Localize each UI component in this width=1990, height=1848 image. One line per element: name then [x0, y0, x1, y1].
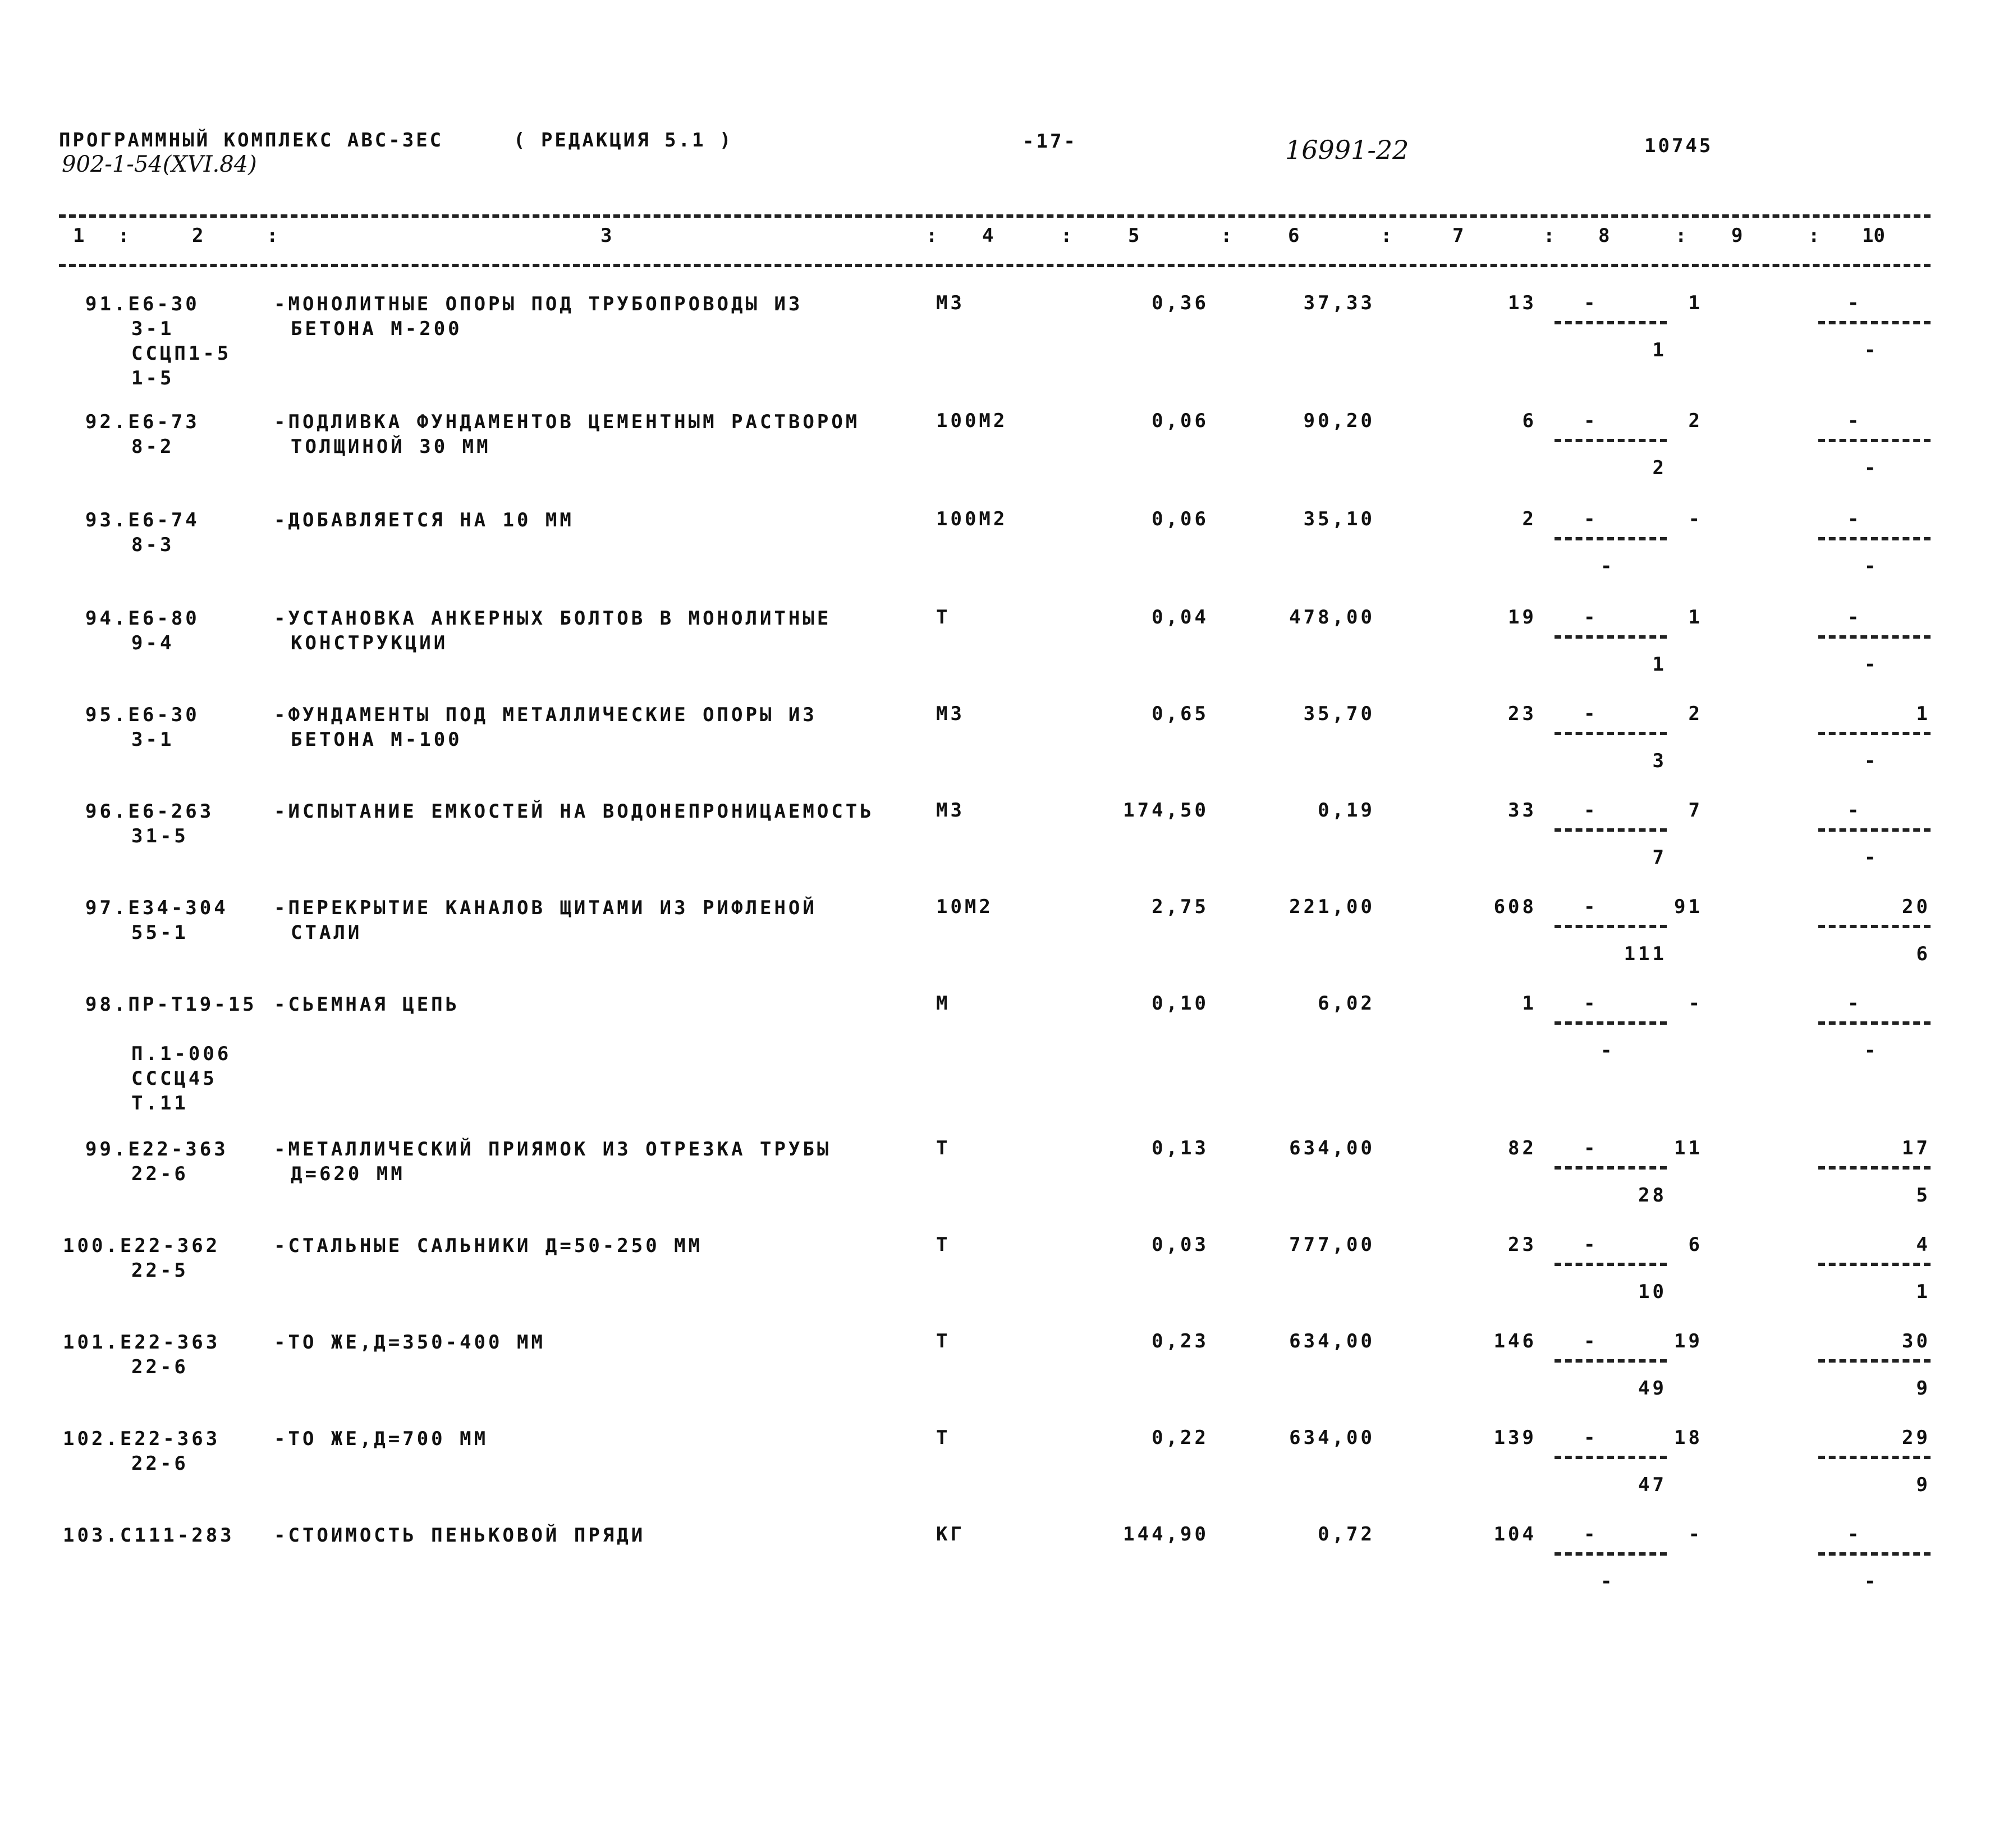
- row-description-line: -ПЕРЕКРЫТИЕ КАНАЛОВ ЩИТАМИ ИЗ РИФЛЕНОЙ: [274, 897, 817, 919]
- row-code: [63, 410, 265, 459]
- row-description-line: -СТАЛЬНЫЕ САЛЬНИКИ Д=50-250 ММ: [274, 1235, 703, 1257]
- row-col8: [1555, 992, 1667, 1065]
- row-code: [63, 1523, 265, 1548]
- row-code-sub: 1-5: [131, 367, 175, 389]
- row-col8-denominator: 49: [1638, 1377, 1667, 1400]
- row-col10-fraction-bar: [1818, 1456, 1931, 1459]
- row-code-main: 101.Е22-363: [63, 1331, 221, 1354]
- row-quantity: 0,65: [1152, 703, 1209, 725]
- row-code-sub: 3-1: [131, 728, 175, 751]
- row-col10-denominator: 9: [1916, 1377, 1931, 1400]
- table-row: [0, 992, 1990, 1137]
- row-code-sub: 22-6: [131, 1356, 189, 1378]
- row-unit: Т: [936, 1330, 951, 1352]
- row-total: 6: [1522, 410, 1537, 432]
- col-10: 10: [1862, 224, 1885, 247]
- row-code: [63, 606, 265, 655]
- row-col8-denominator: 7: [1652, 846, 1667, 869]
- row-col8-denominator: 111: [1624, 943, 1667, 965]
- row-col9: 1: [1688, 292, 1703, 314]
- row-code: [63, 508, 265, 557]
- row-description: [274, 410, 914, 459]
- row-col8-numerator: -: [1584, 410, 1598, 432]
- row-description-line: -ТО ЖЕ,Д=700 ММ: [274, 1428, 489, 1450]
- row-total: 82: [1508, 1137, 1537, 1159]
- row-col10-fraction-bar: [1818, 1263, 1931, 1266]
- row-col10-numerator: -: [1847, 410, 1862, 432]
- row-description-line: СТАЛИ: [291, 921, 363, 944]
- row-description-line: -ПОДЛИВКА ФУНДАМЕНТОВ ЦЕМЕНТНЫМ РАСТВОРОМ: [274, 411, 860, 433]
- row-col10: [1818, 992, 1931, 1065]
- row-col9: 7: [1688, 799, 1703, 822]
- row-col8-numerator: -: [1584, 508, 1598, 530]
- row-col10-fraction-bar: [1818, 1166, 1931, 1170]
- column-number-row: 1 : 2 : 3 : 4 : 5 : 6 : 7 : 8 : 9 : 10: [73, 224, 1885, 247]
- row-col9: 1: [1688, 606, 1703, 629]
- row-col8-fraction-bar: [1555, 635, 1667, 639]
- row-col8: [1555, 1427, 1667, 1500]
- row-quantity: 0,36: [1152, 292, 1209, 314]
- row-col10-denominator: -: [1864, 1039, 1879, 1062]
- row-code-sub: 9-4: [131, 632, 175, 654]
- row-col8-fraction-bar: [1555, 1263, 1667, 1266]
- table-row: [0, 508, 1990, 606]
- row-quantity: 0,04: [1152, 606, 1209, 629]
- row-quantity: 0,13: [1152, 1137, 1209, 1159]
- row-code: [63, 1233, 265, 1283]
- row-code-main: 93.Е6-74: [85, 509, 200, 531]
- row-unit-price: 90,20: [1303, 410, 1375, 432]
- col-8: 8: [1598, 224, 1610, 247]
- row-code-sub: 22-6: [131, 1452, 189, 1475]
- row-col10-denominator: -: [1864, 457, 1879, 479]
- row-code-main: 102.Е22-363: [63, 1428, 221, 1450]
- row-quantity: 0,10: [1152, 992, 1209, 1015]
- row-col8: [1555, 1330, 1667, 1403]
- row-description-line: БЕТОНА М-100: [291, 728, 462, 751]
- col-9: 9: [1731, 224, 1743, 247]
- row-unit-price: 0,19: [1318, 799, 1375, 822]
- row-description: [274, 1233, 914, 1258]
- row-col9: 91: [1674, 896, 1703, 918]
- row-col10-fraction-bar: [1818, 439, 1931, 442]
- row-unit: Т: [936, 1427, 951, 1449]
- row-quantity: 2,75: [1152, 896, 1209, 918]
- row-description-line: БЕТОНА М-200: [291, 318, 462, 340]
- row-col10-fraction-bar: [1818, 635, 1931, 639]
- row-col8-fraction-bar: [1555, 537, 1667, 540]
- col-6: 6: [1288, 224, 1300, 247]
- row-col8-denominator: 47: [1638, 1474, 1667, 1496]
- row-col8-numerator: -: [1584, 1137, 1598, 1159]
- row-col10-denominator: -: [1864, 653, 1879, 676]
- row-col8-fraction-bar: [1555, 828, 1667, 832]
- row-unit: М3: [936, 703, 965, 725]
- row-col8-numerator: -: [1584, 992, 1598, 1015]
- row-col8-fraction-bar: [1555, 732, 1667, 735]
- edition-label: ( РЕДАКЦИЯ 5.1 ): [513, 129, 733, 152]
- row-description-line: ТОЛЩИНОЙ 30 ММ: [291, 435, 491, 458]
- row-col10-fraction-bar: [1818, 1552, 1931, 1556]
- reference-code: 10745: [1644, 135, 1713, 157]
- table-row: [0, 292, 1990, 410]
- col-3: 3: [600, 224, 612, 247]
- row-col8: [1555, 606, 1667, 679]
- row-code-sub: 22-5: [131, 1259, 189, 1282]
- row-unit: Т: [936, 1137, 951, 1159]
- page-number: -17-: [1022, 130, 1077, 153]
- row-description: [274, 992, 914, 1017]
- row-col10-denominator: -: [1864, 1570, 1879, 1593]
- row-col10: [1818, 606, 1931, 679]
- row-col8-numerator: -: [1584, 1233, 1598, 1256]
- row-description-line: -ФУНДАМЕНТЫ ПОД МЕТАЛЛИЧЕСКИЕ ОПОРЫ ИЗ: [274, 704, 817, 726]
- table-row: [0, 1427, 1990, 1523]
- row-unit-price: 35,10: [1303, 508, 1375, 530]
- col-4: 4: [982, 224, 994, 247]
- row-total: 146: [1493, 1330, 1537, 1352]
- row-col10-numerator: -: [1847, 799, 1862, 822]
- row-description-line: Д=620 ММ: [291, 1163, 405, 1185]
- header-rule-top: [59, 214, 1931, 218]
- row-code-sub: П.1-006: [131, 1043, 232, 1065]
- row-col10-numerator: -: [1847, 992, 1862, 1015]
- row-col8-denominator: 1: [1652, 653, 1667, 676]
- program-title: ПРОГРАММНЫЙ КОМПЛЕКС АВС-3ЕС: [59, 129, 444, 152]
- row-col10: [1818, 1137, 1931, 1210]
- row-code-main: 97.Е34-304: [85, 897, 228, 919]
- row-unit: Т: [936, 1233, 951, 1256]
- row-unit-price: 777,00: [1289, 1233, 1375, 1256]
- row-unit-price: 37,33: [1303, 292, 1375, 314]
- row-unit-price: 6,02: [1318, 992, 1375, 1015]
- row-col10-fraction-bar: [1818, 1359, 1931, 1363]
- row-col8: [1555, 410, 1667, 483]
- row-col10: [1818, 703, 1931, 776]
- table-row: [0, 1137, 1990, 1233]
- row-col10-denominator: 9: [1916, 1474, 1931, 1496]
- row-unit: М3: [936, 799, 965, 822]
- row-col10: [1818, 410, 1931, 483]
- table-row: [0, 799, 1990, 896]
- row-col8-fraction-bar: [1555, 1021, 1667, 1025]
- row-col10: [1818, 508, 1931, 581]
- row-description-line: -МОНОЛИТНЫЕ ОПОРЫ ПОД ТРУБОПРОВОДЫ ИЗ: [274, 293, 803, 315]
- row-col10-numerator: -: [1847, 606, 1862, 629]
- row-quantity: 0,03: [1152, 1233, 1209, 1256]
- row-unit: 100М2: [936, 410, 1008, 432]
- row-description-line: -СТОИМОСТЬ ПЕНЬКОВОЙ ПРЯДИ: [274, 1524, 646, 1547]
- row-quantity: 144,90: [1123, 1523, 1209, 1546]
- row-code-sub: 8-3: [131, 534, 175, 556]
- row-unit-price: 221,00: [1289, 896, 1375, 918]
- row-code-main: 96.Е6-263: [85, 800, 214, 823]
- row-col10-denominator: -: [1864, 750, 1879, 772]
- row-total: 23: [1508, 703, 1537, 725]
- row-col10-fraction-bar: [1818, 1021, 1931, 1025]
- row-description: [274, 1427, 914, 1451]
- row-col10-numerator: 30: [1902, 1330, 1931, 1352]
- row-total: 1: [1522, 992, 1537, 1015]
- row-col10-fraction-bar: [1818, 925, 1931, 928]
- row-code: [63, 292, 265, 391]
- row-col8-numerator: -: [1584, 606, 1598, 629]
- row-description-line: -МЕТАЛЛИЧЕСКИЙ ПРИЯМОК ИЗ ОТРЕЗКА ТРУБЫ: [274, 1138, 832, 1161]
- col-5: 5: [1128, 224, 1140, 247]
- row-code-main: 99.Е22-363: [85, 1138, 228, 1161]
- row-code-sub: Т.11: [131, 1092, 189, 1115]
- row-col10-fraction-bar: [1818, 537, 1931, 540]
- row-code: [63, 896, 265, 945]
- row-unit-price: 634,00: [1289, 1137, 1375, 1159]
- table-row: [0, 703, 1990, 799]
- row-col9: 11: [1674, 1137, 1703, 1159]
- row-col10-numerator: 29: [1902, 1427, 1931, 1449]
- row-col10: [1818, 896, 1931, 969]
- row-col10: [1818, 1330, 1931, 1403]
- row-col9: 6: [1688, 1233, 1703, 1256]
- row-quantity: 0,22: [1152, 1427, 1209, 1449]
- project-code: 902-1-54(XVI.84): [62, 152, 257, 177]
- row-code: [63, 799, 265, 849]
- row-col10: [1818, 1233, 1931, 1306]
- row-col10-denominator: -: [1864, 339, 1879, 361]
- row-col8-denominator: -: [1601, 1570, 1615, 1593]
- row-total: 139: [1493, 1427, 1537, 1449]
- row-col10: [1818, 1523, 1931, 1596]
- row-code-sub: 55-1: [131, 921, 189, 944]
- row-quantity: 174,50: [1123, 799, 1209, 822]
- row-col9: 2: [1688, 410, 1703, 432]
- row-unit: КГ: [936, 1523, 965, 1546]
- row-col8-denominator: 2: [1652, 457, 1667, 479]
- row-code-main: 100.Е22-362: [63, 1235, 221, 1257]
- row-col8: [1555, 896, 1667, 969]
- row-col10-numerator: 20: [1902, 896, 1931, 918]
- row-code-main: 94.Е6-80: [85, 607, 200, 630]
- row-col10: [1818, 292, 1931, 365]
- col-1: 1: [73, 224, 85, 247]
- row-col8: [1555, 1137, 1667, 1210]
- row-quantity: 0,06: [1152, 508, 1209, 530]
- row-col8-numerator: -: [1584, 1330, 1598, 1352]
- table-row: [0, 896, 1990, 992]
- row-code-main: 91.Е6-30: [85, 293, 200, 315]
- row-unit: Т: [936, 606, 951, 629]
- row-code-main: 98.ПР-Т19-15: [85, 993, 257, 1016]
- table-row: [0, 606, 1990, 703]
- row-col8: [1555, 508, 1667, 581]
- row-code-sub: [63, 1017, 265, 1042]
- row-col8: [1555, 799, 1667, 872]
- row-col8-denominator: 10: [1638, 1281, 1667, 1303]
- row-col8-fraction-bar: [1555, 1456, 1667, 1459]
- row-description: [274, 703, 914, 752]
- row-col8-fraction-bar: [1555, 1166, 1667, 1170]
- row-unit: М3: [936, 292, 965, 314]
- row-col8-numerator: -: [1584, 292, 1598, 314]
- row-col9: -: [1688, 508, 1703, 530]
- row-col9: -: [1688, 1523, 1703, 1546]
- row-total: 33: [1508, 799, 1537, 822]
- row-col10-denominator: 5: [1916, 1184, 1931, 1207]
- row-col8: [1555, 1233, 1667, 1306]
- row-total: 19: [1508, 606, 1537, 629]
- row-col10-numerator: 17: [1902, 1137, 1931, 1159]
- row-code: [63, 1137, 265, 1186]
- row-code: [63, 1330, 265, 1379]
- row-col8: [1555, 703, 1667, 776]
- row-unit-price: 35,70: [1303, 703, 1375, 725]
- row-col10-numerator: 4: [1916, 1233, 1931, 1256]
- row-col8-fraction-bar: [1555, 439, 1667, 442]
- row-col8-denominator: -: [1601, 1039, 1615, 1062]
- row-col8-fraction-bar: [1555, 321, 1667, 324]
- row-code-main: 103.С111-283: [63, 1524, 235, 1547]
- row-code-main: 92.Е6-73: [85, 411, 200, 433]
- row-col9: 18: [1674, 1427, 1703, 1449]
- row-code-sub: 8-2: [131, 435, 175, 458]
- row-col10: [1818, 1427, 1931, 1500]
- row-description: [274, 896, 914, 945]
- header-rule-bottom: [59, 264, 1931, 267]
- row-col9: 19: [1674, 1330, 1703, 1352]
- row-col10-numerator: -: [1847, 508, 1862, 530]
- row-description: [274, 1137, 914, 1186]
- row-description: [274, 1523, 914, 1548]
- row-col8-denominator: -: [1601, 555, 1615, 577]
- row-col10-denominator: -: [1864, 846, 1879, 869]
- table-row: [0, 1233, 1990, 1330]
- row-col9: -: [1688, 992, 1703, 1015]
- table-row: [0, 1523, 1990, 1596]
- row-total: 608: [1493, 896, 1537, 918]
- row-unit: 100М2: [936, 508, 1008, 530]
- row-col8: [1555, 1523, 1667, 1596]
- row-col10-numerator: 1: [1916, 703, 1931, 725]
- row-description: [274, 292, 914, 341]
- row-description: [274, 508, 914, 533]
- document-number: 16991-22: [1285, 135, 1409, 165]
- row-description-line: -СЬЕМНАЯ ЦЕПЬ: [274, 993, 460, 1016]
- col-2: 2: [192, 224, 204, 247]
- row-total: 2: [1522, 508, 1537, 530]
- row-description-line: -ДОБАВЛЯЕТСЯ НА 10 ММ: [274, 509, 574, 531]
- row-description-line: КОНСТРУКЦИИ: [291, 632, 448, 654]
- row-code: [63, 992, 265, 1116]
- row-code-sub: СССЦ45: [131, 1067, 217, 1090]
- row-col10-numerator: -: [1847, 292, 1862, 314]
- row-col8-numerator: -: [1584, 1427, 1598, 1449]
- row-col8-denominator: 28: [1638, 1184, 1667, 1207]
- row-col8: [1555, 292, 1667, 365]
- row-col10-numerator: -: [1847, 1523, 1862, 1546]
- table-row: [0, 1330, 1990, 1427]
- row-code: [63, 1427, 265, 1476]
- row-code-sub: 3-1: [131, 318, 175, 340]
- row-unit-price: 634,00: [1289, 1330, 1375, 1352]
- row-total: 23: [1508, 1233, 1537, 1256]
- row-col8-numerator: -: [1584, 799, 1598, 822]
- row-unit-price: 0,72: [1318, 1523, 1375, 1546]
- col-7: 7: [1452, 224, 1464, 247]
- row-unit: М: [936, 992, 951, 1015]
- row-unit-price: 478,00: [1289, 606, 1375, 629]
- row-col8-denominator: 3: [1652, 750, 1667, 772]
- row-unit-price: 634,00: [1289, 1427, 1375, 1449]
- row-col9: 2: [1688, 703, 1703, 725]
- row-unit: 10М2: [936, 896, 993, 918]
- row-col10: [1818, 799, 1931, 872]
- row-col8-fraction-bar: [1555, 925, 1667, 928]
- row-total: 13: [1508, 292, 1537, 314]
- row-quantity: 0,06: [1152, 410, 1209, 432]
- row-quantity: 0,23: [1152, 1330, 1209, 1352]
- row-code: [63, 703, 265, 752]
- row-code-main: 95.Е6-30: [85, 704, 200, 726]
- row-col10-denominator: 1: [1916, 1281, 1931, 1303]
- row-description-line: -ИСПЫТАНИЕ ЕМКОСТЕЙ НА ВОДОНЕПРОНИЦАЕМОСТЬ: [274, 800, 874, 823]
- row-code-sub: 22-6: [131, 1163, 189, 1185]
- row-col8-fraction-bar: [1555, 1552, 1667, 1556]
- row-description: [274, 606, 914, 655]
- row-col8-denominator: 1: [1652, 339, 1667, 361]
- row-col8-numerator: -: [1584, 1523, 1598, 1546]
- row-col10-denominator: 6: [1916, 943, 1931, 965]
- row-description: [274, 799, 914, 824]
- row-code-sub: ССЦП1-5: [131, 342, 232, 365]
- row-col10-denominator: -: [1864, 555, 1879, 577]
- row-description-line: -УСТАНОВКА АНКЕРНЫХ БОЛТОВ В МОНОЛИТНЫЕ: [274, 607, 832, 630]
- row-col8-fraction-bar: [1555, 1359, 1667, 1363]
- table-row: [0, 410, 1990, 508]
- row-col10-fraction-bar: [1818, 732, 1931, 735]
- row-code-sub: 31-5: [131, 825, 189, 847]
- row-col8-numerator: -: [1584, 896, 1598, 918]
- row-col8-numerator: -: [1584, 703, 1598, 725]
- row-col10-fraction-bar: [1818, 321, 1931, 324]
- row-description-line: -ТО ЖЕ,Д=350-400 ММ: [274, 1331, 545, 1354]
- row-col10-fraction-bar: [1818, 828, 1931, 832]
- row-description: [274, 1330, 914, 1355]
- row-total: 104: [1493, 1523, 1537, 1546]
